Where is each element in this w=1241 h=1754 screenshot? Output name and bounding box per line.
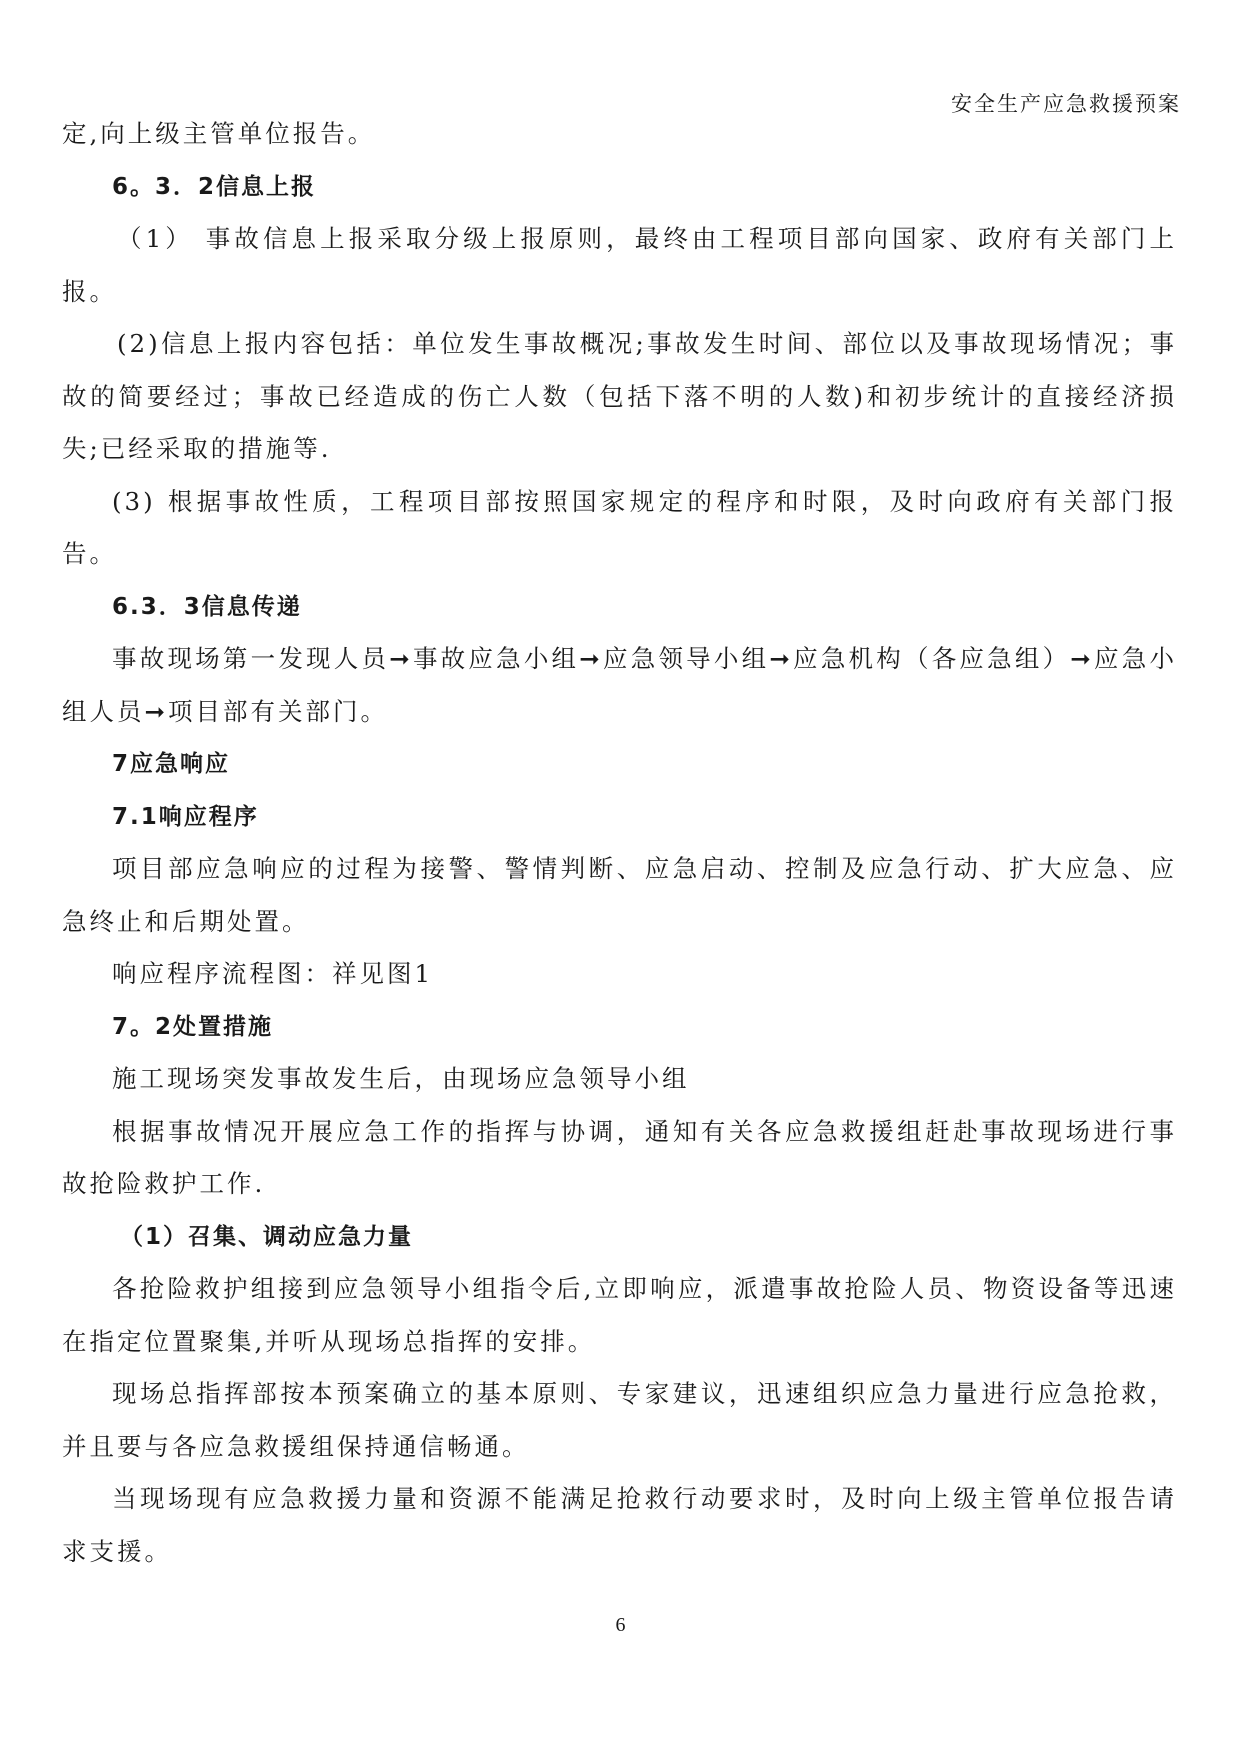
paragraph-info-flow: 事故现场第一发现人员➞事故应急小组➞应急领导小组➞应急机构（各应急组）➞应急小组人员➞项目部有关部门。 — [62, 644, 1177, 726]
paragraph-continuation: 定,向上级主管单位报告。 — [62, 119, 376, 148]
paragraph-report-principle: （1） 事故信息上报采取分级上报原则，最终由工程项目部向国家、政府有关部门上报。 — [62, 224, 1177, 306]
heading-7: 7应急响应 — [112, 751, 231, 777]
running-header: 安全生产应急救援预案 — [951, 92, 1181, 116]
paragraph-report-content: (2)信息上报内容包括：单位发生事故概况;事故发生时间、部位以及事故现场情况；事故的简要经过；事故已经造成的伤亡人数（包括下落不明的人数)和初步统计的直接经济损失;已经采取的措施等. — [62, 329, 1177, 463]
paragraph-command-coordination: 根据事故情况开展应急工作的指挥与协调，通知有关各应急救援组赶赴事故现场进行事故抢险救护工作. — [62, 1116, 1177, 1198]
paragraph-flowchart-ref: 响应程序流程图：祥见图1 — [112, 959, 434, 988]
paragraph-request-support: 当现场现有应急救援力量和资源不能满足抢救行动要求时，及时向上级主管单位报告请求支援。 — [62, 1484, 1177, 1566]
heading-6-3-3: 6.3．3信息传递 — [112, 593, 302, 620]
paragraph-response-process: 项目部应急响应的过程为接警、警情判断、应急启动、控制及应急行动、扩大应急、应急终止和后期处置。 — [62, 854, 1177, 936]
page-number: 6 — [615, 1614, 626, 1636]
heading-7-2: 7。2处置措施 — [112, 1013, 274, 1040]
page-body — [62, 108, 1177, 1578]
paragraph-report-authority: (3) 根据事故性质，工程项目部按照国家规定的程序和时限，及时向政府有关部门报告。 — [62, 486, 1177, 568]
heading-7-1: 7.1响应程序 — [112, 803, 259, 830]
paragraph-incident-start: 施工现场突发事故发生后，由现场应急领导小组 — [112, 1064, 690, 1093]
heading-mobilize-forces: （1）召集、调动应急力量 — [120, 1223, 414, 1250]
paragraph-rescue-groups: 各抢险救护组接到应急领导小组指令后,立即响应，派遣事故抢险人员、物资设备等迅速在指定位置聚集,并听从现场总指挥的安排。 — [62, 1274, 1177, 1356]
heading-6-3-2: 6。3．2信息上报 — [112, 173, 317, 200]
paragraph-command-organize: 现场总指挥部按本预案确立的基本原则、专家建议，迅速组织应急力量进行应急抢救，并且要与各应急救援组保持通信畅通。 — [62, 1379, 1177, 1461]
